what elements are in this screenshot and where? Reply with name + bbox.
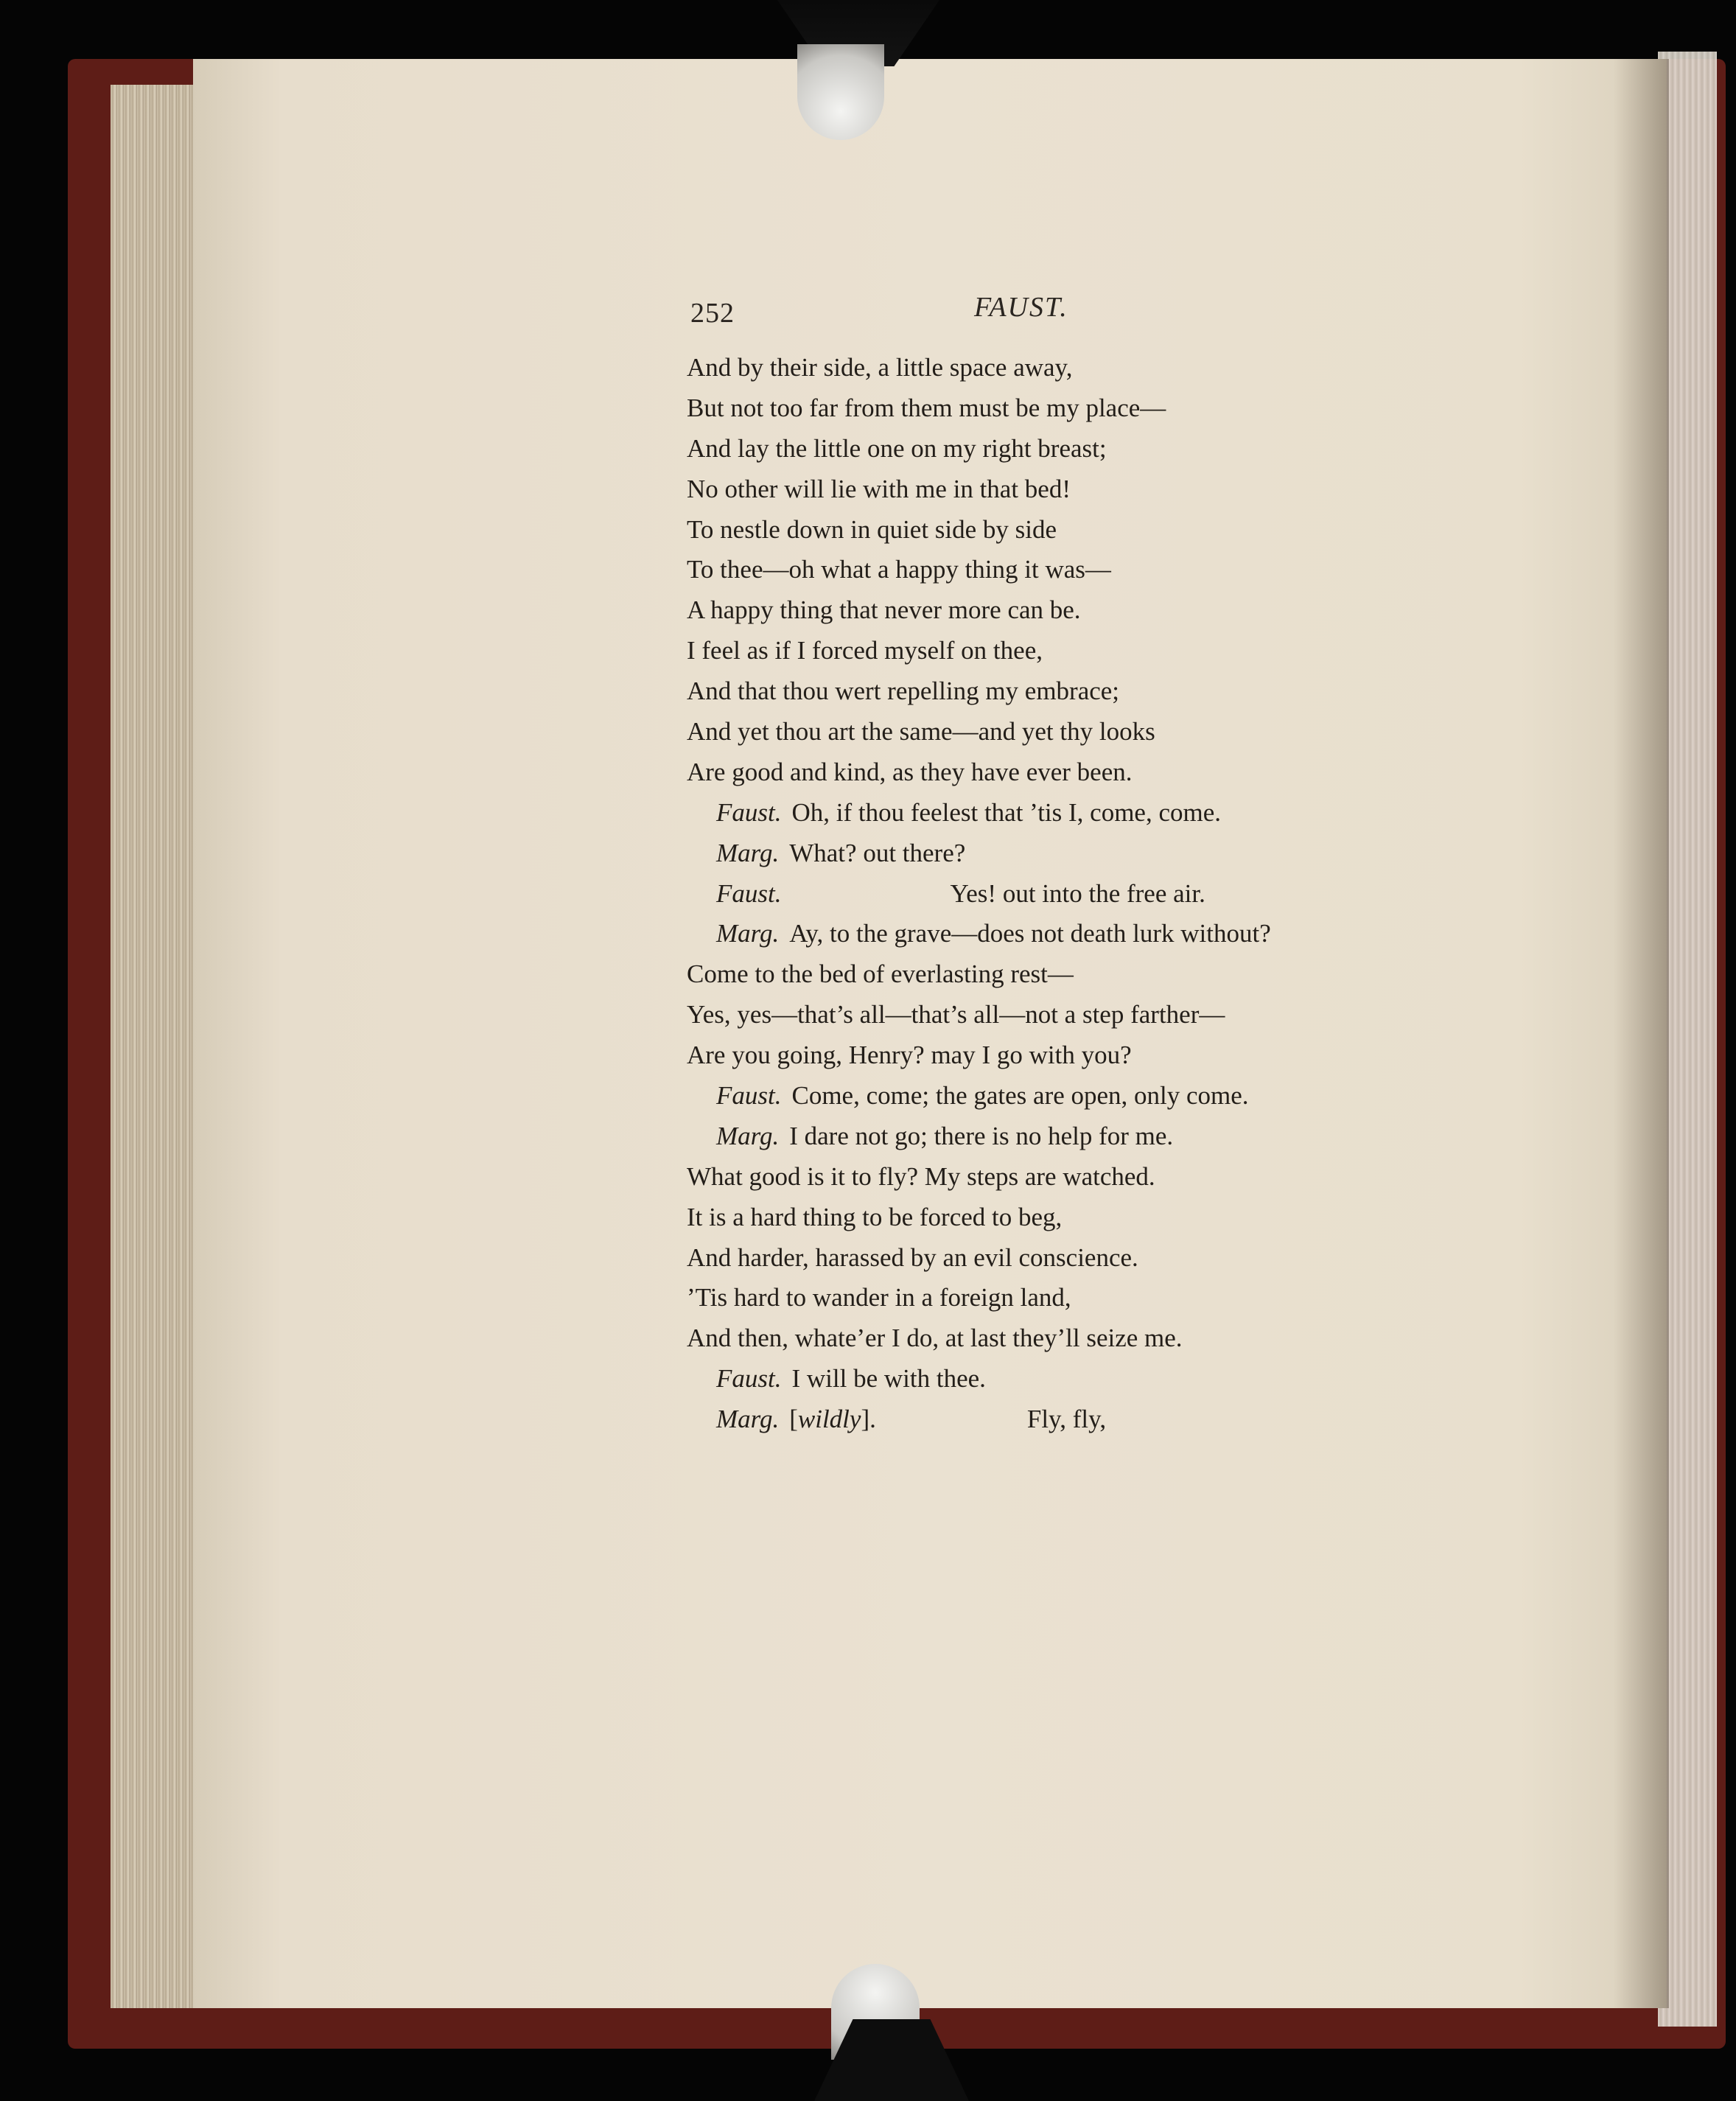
speaker-name: Marg. xyxy=(716,838,780,867)
speaker-name: Faust. xyxy=(716,797,782,827)
stage-direction: wildly xyxy=(797,1405,861,1434)
verse-line: And that thou wert repelling my embrace; xyxy=(687,677,1120,706)
verse-line: Come to the bed of everlasting rest— xyxy=(687,959,1074,989)
dialogue-line: Marg. Ay, to the grave—does not death lurk without? xyxy=(716,919,1271,948)
speaker-name: Marg. xyxy=(716,1405,780,1434)
running-title: FAUST. xyxy=(974,292,1068,323)
speaker-name: Marg. xyxy=(716,1121,780,1150)
verse-line: ’Tis hard to wander in a foreign land, xyxy=(687,1283,1071,1312)
verse-line: But not too far from them must be my place— xyxy=(687,393,1166,422)
verse-line: And by their side, a little space away, xyxy=(687,353,1073,382)
verse-text xyxy=(687,348,1424,1440)
verse-line: A happy thing that never more can be. xyxy=(687,595,1081,625)
dialogue-line: Marg. What? out there? xyxy=(716,838,966,867)
page-number: 252 xyxy=(690,298,735,329)
verse-line: No other will lie with me in that bed! xyxy=(687,474,1071,503)
verse-line: And then, whate’er I do, at last they’ll seize me. xyxy=(687,1324,1183,1353)
dialogue-line: Faust. Come, come; the gates are open, only come. xyxy=(716,1081,1249,1111)
verse-line: I feel as if I forced myself on thee, xyxy=(687,636,1043,665)
verse-line: It is a hard thing to be forced to beg, xyxy=(687,1202,1063,1231)
verse-line: And harder, harassed by an evil conscience. xyxy=(687,1242,1138,1272)
dialogue-line: Marg. [wildly]. Fly, fly, xyxy=(716,1405,1107,1434)
verse-line: To nestle down in quiet side by side xyxy=(687,514,1057,544)
verse-line: And lay the little one on my right breast; xyxy=(687,433,1107,463)
page-header xyxy=(690,291,1074,335)
dialogue-line: Faust. Yes! out into the free air. xyxy=(716,878,1205,908)
speaker-name: Faust. xyxy=(716,1081,782,1111)
verse-line: Yes, yes—that’s all—that’s all—not a step farther— xyxy=(687,1000,1225,1029)
verse-line: Are good and kind, as they have ever been. xyxy=(687,757,1133,786)
verse-line: And yet thou art the same—and yet thy looks xyxy=(687,717,1155,747)
dialogue-line: Faust. Oh, if thou feelest that ’tis I, come, come. xyxy=(716,797,1222,827)
speaker-name: Marg. xyxy=(716,919,780,948)
verse-line: To thee—oh what a happy thing it was— xyxy=(687,555,1111,584)
verse-line: Are you going, Henry? may I go with you? xyxy=(687,1041,1132,1070)
verse-line: What good is it to fly? My steps are watched. xyxy=(687,1161,1155,1191)
speaker-name: Faust. xyxy=(716,878,782,908)
speaker-name: Faust. xyxy=(716,1364,782,1394)
left-page-edges xyxy=(111,85,203,2008)
gutter-shadow xyxy=(1614,59,1669,2008)
dialogue-line: Marg. I dare not go; there is no help for me. xyxy=(716,1121,1174,1150)
dialogue-line: Faust. I will be with thee. xyxy=(716,1364,986,1394)
page-clamp-top-knob xyxy=(797,44,884,140)
